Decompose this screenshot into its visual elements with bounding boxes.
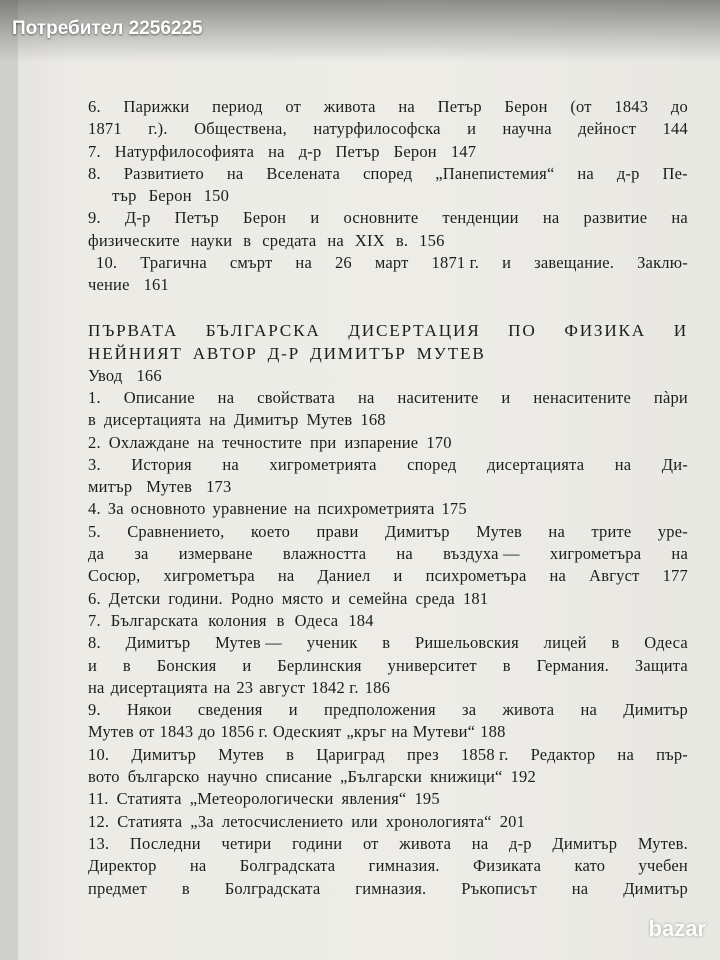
toc-word: на — [671, 208, 688, 228]
section-title — [88, 319, 688, 342]
toc-word: Димитър — [623, 700, 688, 720]
toc-word: на — [548, 521, 565, 541]
toc-word: в — [502, 655, 511, 675]
toc-word: Димитър — [125, 633, 191, 653]
toc-word: четири — [221, 833, 272, 853]
toc-word: Заклю- — [637, 253, 688, 273]
toc-word: дисертацията — [110, 677, 208, 697]
toc-word: Обществена, — [194, 119, 287, 139]
toc-word: ДИСЕРТАЦИЯ — [348, 320, 481, 340]
toc-word: 11. — [88, 789, 109, 809]
toc-word: Родно — [230, 588, 274, 608]
toc-word: ФИЗИКА — [564, 320, 647, 340]
toc-word: 9. — [88, 700, 101, 720]
toc-word: списание — [265, 767, 332, 787]
toc-word: 1843 — [614, 97, 649, 116]
toc-word: Димитър — [623, 878, 688, 898]
toc-word: д-р — [616, 163, 640, 183]
toc-word: Петър — [335, 141, 380, 161]
toc-word: в — [88, 410, 96, 430]
toc-word: Петър — [174, 208, 219, 228]
toc-word: 8. — [88, 633, 101, 653]
toc-word: на — [327, 230, 344, 250]
toc-word: 6. — [88, 97, 101, 116]
toc-word: дейност — [578, 119, 637, 139]
toc-word: Димитър — [384, 521, 450, 541]
toc-word: гимназия. — [368, 856, 440, 876]
toc-word: Последни — [129, 833, 201, 853]
toc-word: и — [331, 588, 341, 608]
toc-word: дисертацията — [104, 410, 202, 430]
toc-word: Берлинския — [277, 655, 362, 675]
toc-word: науки — [190, 230, 233, 250]
toc-word: 1871 — [88, 119, 122, 139]
toc-word: от — [362, 833, 379, 853]
toc-word: Мутев — — [215, 633, 282, 653]
toc-word: на — [222, 454, 239, 474]
toc-word: основните — [343, 208, 419, 228]
section-title — [88, 342, 688, 365]
toc-word: на — [88, 677, 105, 697]
toc-word: Болградската — [224, 878, 321, 898]
toc-word: трите — [591, 521, 632, 541]
toc-word: живота — [399, 833, 452, 853]
toc-line — [88, 432, 688, 454]
toc-word: Физиката — [472, 856, 542, 876]
toc-word: Детски — [108, 588, 161, 608]
toc-word: 8. — [88, 163, 101, 183]
toc-word: Одеса — [644, 633, 688, 653]
toc-word: 1871 г. — [431, 253, 480, 273]
toc-word: течностите — [222, 432, 302, 452]
toc-line — [88, 610, 688, 632]
toc-word: място — [281, 588, 324, 608]
toc-word: Даниел — [317, 566, 371, 586]
toc-word: 7. — [88, 141, 101, 161]
toc-word: Д-Р — [267, 343, 301, 363]
username-label: Потребител 2256225 — [12, 18, 203, 39]
toc-word: въздуха — — [443, 544, 520, 564]
toc-word: Охлаждане — [108, 432, 190, 452]
toc-word: години. — [168, 588, 223, 608]
toc-word: на — [357, 387, 375, 407]
toc-word: период — [212, 97, 263, 116]
toc-line — [88, 878, 688, 900]
toc-word: 156 — [419, 230, 445, 250]
toc-word: до — [670, 97, 688, 116]
toc-word: основното — [130, 499, 206, 519]
toc-word: март — [374, 253, 409, 273]
toc-word: Ди- — [661, 454, 688, 474]
toc-word: на — [391, 722, 408, 742]
toc-word: Директор — [88, 856, 157, 876]
toc-word: сведения — [197, 700, 263, 720]
toc-word: Пе- — [662, 163, 688, 183]
toc-word: 188 — [480, 722, 506, 742]
toc-word: БЪЛГАРСКА — [205, 320, 321, 340]
toc-word: и — [242, 655, 252, 675]
toc-word: Одеският — [272, 722, 342, 742]
toc-word: колония — [208, 610, 267, 630]
toc-line — [88, 565, 688, 587]
toc-word: 150 — [203, 186, 230, 206]
toc-word: Трагична — [140, 253, 207, 273]
toc-word: Димитър — [131, 744, 197, 764]
toc-word: явления“ — [341, 789, 407, 809]
toc-word: Българската — [110, 610, 199, 630]
toc-word: на — [571, 878, 589, 898]
toc-word: 2. — [88, 432, 101, 452]
toc-line — [88, 766, 688, 788]
toc-word: 186 — [364, 677, 391, 697]
toc-word: 12. — [88, 811, 110, 831]
toc-word: Болградската — [239, 856, 336, 876]
toc-word: „Метеорологически — [189, 789, 334, 809]
toc-word: 7. — [88, 610, 101, 630]
toc-word: за — [462, 700, 477, 720]
table-of-contents — [88, 96, 688, 900]
toc-word: 1842 г. — [311, 677, 359, 697]
toc-word: Берон — [148, 186, 192, 206]
toc-word: влажността — [282, 544, 367, 564]
toc-word: в — [382, 633, 391, 653]
toc-line — [88, 207, 688, 229]
toc-word: Парижки — [123, 97, 190, 116]
toc-word: чение — [88, 275, 130, 295]
toc-word: в — [181, 878, 190, 898]
toc-word: за — [134, 544, 149, 564]
toc-word: средата — [262, 230, 317, 250]
toc-word: дисертацията — [486, 454, 585, 474]
toc-word: в — [286, 744, 295, 764]
toc-word: Берон — [504, 97, 548, 116]
toc-word: и — [467, 119, 477, 139]
toc-word: на — [398, 97, 415, 116]
toc-word: на — [226, 163, 244, 183]
toc-line — [88, 163, 688, 185]
toc-word: 26 — [334, 253, 352, 273]
toc-word: и — [501, 387, 511, 407]
toc-line — [88, 588, 688, 610]
toc-word: 4. — [88, 499, 101, 519]
toc-word: уре- — [657, 521, 688, 541]
toc-word: да — [88, 544, 105, 564]
toc-word: семейна — [348, 588, 408, 608]
toc-word: на — [217, 387, 235, 407]
toc-word: което — [250, 521, 291, 541]
toc-word: завещание. — [534, 253, 615, 273]
toc-word: 184 — [348, 610, 374, 630]
toc-line — [88, 788, 688, 810]
toc-word: свойствата — [257, 387, 335, 407]
toc-word: Мутев — [218, 744, 265, 764]
toc-line — [88, 118, 688, 140]
toc-word: 3. — [88, 454, 101, 474]
toc-word: научно — [207, 767, 258, 787]
toc-word: смърт — [229, 253, 273, 273]
toc-word: Мутеви“ — [412, 722, 476, 742]
toc-line — [88, 498, 688, 520]
toc-word: хигрометъра — [549, 544, 642, 564]
toc-word: Статията — [116, 789, 182, 809]
toc-word: гимназия. — [355, 878, 427, 898]
watermark — [610, 906, 714, 954]
toc-word: Някои — [126, 700, 172, 720]
toc-word: 175 — [441, 499, 467, 519]
toc-word: НЕЙНИЯТ — [88, 343, 183, 363]
toc-word: август — [259, 677, 306, 697]
toc-word: 181 — [462, 588, 489, 608]
toc-word: до — [198, 722, 216, 742]
toc-word: натурфилософска — [313, 119, 441, 139]
toc-line — [88, 543, 688, 565]
toc-word: Вселената — [266, 163, 341, 183]
toc-word: 5. — [88, 521, 101, 541]
toc-word: българско — [127, 767, 200, 787]
toc-word: на — [268, 141, 285, 161]
toc-word: наситените — [397, 387, 479, 407]
toc-line — [88, 185, 688, 207]
toc-word: пàри — [653, 387, 688, 407]
toc-word: 168 — [360, 410, 386, 430]
toc-line — [88, 252, 688, 274]
toc-word: лицей — [543, 633, 587, 653]
toc-word: Мутев — [476, 521, 522, 541]
toc-word: „Панепистемия“ — [435, 163, 555, 183]
toc-word: Мутев — [306, 410, 353, 430]
toc-word: Берон — [393, 141, 437, 161]
toc-word: според — [407, 454, 457, 474]
toc-word: (от — [570, 97, 592, 116]
toc-line — [88, 454, 688, 476]
toc-word: Димитър — [233, 410, 299, 430]
toc-line — [88, 365, 688, 387]
toc-word: ПЪРВАТА — [88, 320, 179, 340]
toc-word: хронологията“ — [385, 811, 492, 831]
toc-line — [88, 96, 688, 118]
toc-line — [88, 409, 688, 431]
toc-word: от — [285, 97, 302, 116]
header-bar — [0, 0, 720, 62]
toc-word: 166 — [136, 365, 162, 385]
toc-word: ненаситените — [533, 387, 631, 407]
toc-line — [88, 141, 688, 163]
toc-word: на — [209, 410, 226, 430]
toc-line — [88, 677, 688, 699]
toc-word: 1856 г. — [220, 722, 268, 742]
toc-word: университет — [387, 655, 477, 675]
toc-word: История — [131, 454, 192, 474]
toc-word: МУТЕВ — [416, 343, 486, 363]
toc-word: XIX — [354, 230, 385, 250]
toc-word: ученик — [306, 633, 358, 653]
toc-word: Сравнението, — [127, 521, 225, 541]
toc-word: 192 — [510, 767, 536, 787]
toc-word: живота — [502, 700, 555, 720]
toc-word: в — [243, 230, 252, 250]
toc-word: ДИМИТЪР — [310, 343, 407, 363]
toc-word: на — [671, 544, 688, 564]
toc-word: 1858 г. — [460, 744, 509, 764]
toc-word: учебен — [638, 856, 688, 876]
toc-word: митър — [88, 477, 133, 497]
toc-word: предмет — [88, 878, 147, 898]
toc-line — [88, 655, 688, 677]
toc-word: 10. — [96, 253, 118, 273]
toc-word: 1. — [88, 387, 101, 407]
toc-word: 170 — [426, 432, 452, 452]
toc-word: 9. — [88, 208, 101, 228]
toc-line — [88, 699, 688, 721]
toc-word: на — [294, 499, 311, 519]
toc-word: в — [122, 655, 131, 675]
toc-word: Мутев. — [637, 833, 688, 853]
toc-word: д-р — [509, 833, 532, 853]
toc-word: в. — [395, 230, 409, 250]
toc-word: 177 — [662, 566, 688, 586]
toc-word: на — [197, 432, 215, 452]
toc-word: прави — [316, 521, 359, 541]
toc-word: Мутев — [88, 722, 134, 742]
toc-word: 161 — [143, 275, 169, 295]
toc-word: Август — [589, 566, 640, 586]
toc-word: като — [574, 856, 606, 876]
toc-word: 201 — [499, 811, 526, 831]
toc-line — [88, 230, 688, 252]
toc-word: Петър — [437, 97, 482, 116]
toc-word: живота — [323, 97, 376, 116]
toc-word: 1843 — [159, 722, 194, 742]
toc-word: тър — [112, 186, 137, 206]
toc-word: 147 — [450, 141, 477, 161]
toc-word: в — [276, 610, 285, 630]
toc-word: и — [88, 655, 98, 675]
toc-word: физическите — [88, 230, 180, 250]
toc-word: хигрометъра — [163, 566, 255, 586]
toc-word: на — [277, 566, 295, 586]
toc-word: на — [580, 700, 598, 720]
toc-line — [88, 855, 688, 877]
toc-line — [88, 721, 688, 743]
toc-line — [88, 632, 688, 654]
toc-word: на — [617, 744, 634, 764]
toc-line — [88, 521, 688, 543]
toc-word: Д-р — [124, 208, 151, 228]
toc-word: и — [393, 566, 403, 586]
toc-word: книжици“ — [430, 767, 503, 787]
toc-word: измерване — [178, 544, 253, 564]
toc-word: Димитър — [552, 833, 618, 853]
toc-line — [88, 744, 688, 766]
toc-word: научна — [502, 119, 552, 139]
toc-word: Мутев — [146, 477, 193, 497]
toc-word: Ръкописът — [461, 878, 537, 898]
toc-word: Редактор — [530, 744, 596, 764]
toc-word: през — [406, 744, 439, 764]
toc-word: развитие — [583, 208, 648, 228]
toc-word: За — [107, 499, 124, 519]
toc-word: ПО — [508, 320, 537, 340]
toc-word: 10. — [88, 744, 110, 764]
toc-word: И — [673, 320, 688, 340]
toc-word: 6. — [88, 588, 101, 608]
toc-line — [88, 387, 688, 409]
toc-word: уравнение — [212, 499, 288, 519]
toc-word: Описание — [123, 387, 195, 407]
toc-word: според — [362, 163, 413, 183]
toc-word: летосчислението — [221, 811, 344, 831]
toc-word: хигрометрията — [269, 454, 377, 474]
toc-word: предположения — [323, 700, 436, 720]
toc-word: при — [309, 432, 337, 452]
toc-word: Цариград — [316, 744, 385, 764]
toc-word: Защита — [634, 655, 688, 675]
toc-word: и — [310, 208, 320, 228]
toc-word: Статията — [117, 811, 183, 831]
toc-word: Берон — [243, 208, 287, 228]
toc-word: на — [549, 566, 567, 586]
toc-word: Ришельовския — [414, 633, 519, 653]
toc-word: психрометрията — [317, 499, 435, 519]
toc-word: в — [611, 633, 620, 653]
toc-word: и — [288, 700, 298, 720]
toc-word: Бонския — [156, 655, 217, 675]
toc-word: от — [138, 722, 155, 742]
watermark-logo-text: bazar — [648, 916, 706, 941]
toc-word: на — [295, 253, 312, 273]
toc-word: вото — [88, 767, 120, 787]
toc-word: 13. — [88, 833, 110, 853]
toc-line — [88, 274, 688, 296]
toc-word: или — [351, 811, 378, 831]
toc-line — [88, 476, 688, 498]
toc-word: на — [471, 833, 489, 853]
toc-line — [88, 833, 688, 855]
toc-word: изпарение — [344, 432, 419, 452]
toc-word: среда — [415, 588, 455, 608]
toc-word: тенденции — [442, 208, 519, 228]
toc-word: 144 — [662, 119, 688, 139]
toc-word: „кръг — [346, 722, 387, 742]
toc-word: 173 — [206, 477, 232, 497]
toc-word: Одеса — [294, 610, 339, 630]
toc-word: д-р — [298, 141, 322, 161]
toc-word: 195 — [414, 789, 440, 809]
toc-word: на — [577, 163, 594, 183]
toc-word: психрометъра — [425, 566, 527, 586]
toc-word: 23 — [236, 677, 254, 697]
toc-word: на — [189, 856, 207, 876]
toc-word: „За — [190, 811, 214, 831]
toc-word: Соcюр, — [88, 566, 141, 586]
toc-word: на — [213, 677, 231, 697]
toc-word: Увод — [88, 365, 123, 385]
toc-word: Развитието — [123, 163, 204, 183]
toc-word: пър- — [656, 744, 688, 764]
toc-word: на — [396, 544, 413, 564]
toc-word: години — [292, 833, 343, 853]
toc-word: г.). — [148, 119, 168, 139]
toc-word: на — [542, 208, 560, 228]
toc-line — [88, 811, 688, 833]
toc-word: и — [502, 253, 512, 273]
toc-word: „Български — [340, 767, 423, 787]
toc-word: Германия. — [536, 655, 609, 675]
toc-word: Натурфилософията — [114, 141, 255, 161]
toc-word: на — [614, 454, 632, 474]
toc-word: АВТОР — [192, 343, 258, 363]
